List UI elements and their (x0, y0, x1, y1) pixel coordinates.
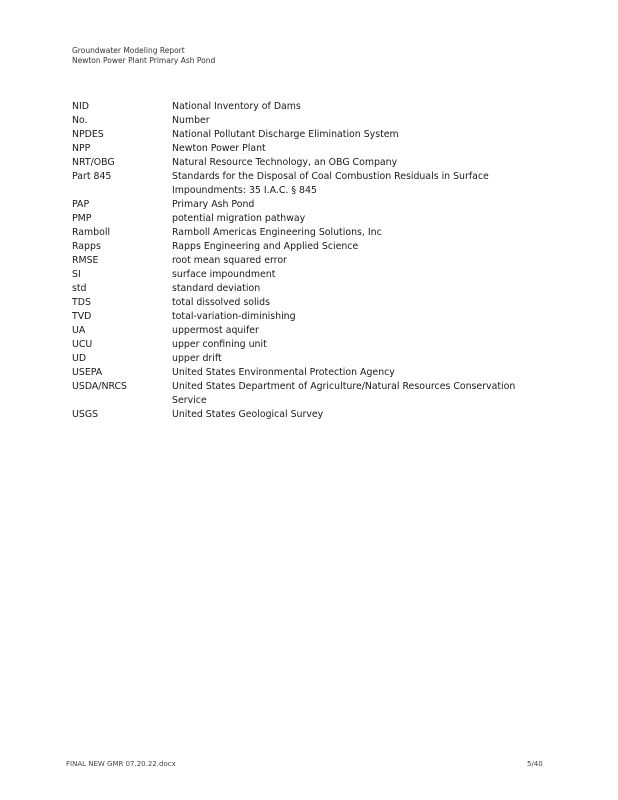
abbreviation-row (72, 338, 552, 352)
abbreviation-row (72, 296, 552, 310)
abbreviation-definition: Number (172, 115, 210, 126)
abbreviation-row (72, 156, 552, 170)
abbreviation-term: Part 845 (72, 171, 112, 182)
abbreviation-row (72, 240, 552, 254)
abbreviation-definition: total-variation-diminishing (172, 311, 296, 322)
abbreviation-term: Ramboll (72, 227, 111, 238)
abbreviation-row (72, 226, 552, 240)
abbreviation-term: UD (72, 353, 87, 364)
abbreviation-term: USEPA (72, 367, 103, 378)
abbreviation-row (72, 198, 552, 212)
abbreviation-definition: upper drift (172, 353, 222, 364)
abbreviation-row (72, 212, 552, 226)
page-header (72, 46, 215, 65)
abbreviation-definition: United States Department of Agriculture/Natural Resources Conservation Service (172, 381, 516, 406)
abbreviation-definition: root mean squared error (172, 255, 287, 266)
abbreviation-row (72, 324, 552, 338)
abbreviation-term: std (72, 283, 87, 294)
abbreviation-definition: Standards for the Disposal of Coal Combustion Residuals in Surface Impoundments: 35 I.A.C. § 845 (172, 171, 489, 196)
abbreviation-row (72, 352, 552, 366)
abbreviation-row (72, 254, 552, 268)
report-title: Groundwater Modeling Report (72, 46, 185, 55)
abbreviation-definition: standard deviation (172, 283, 261, 294)
abbreviation-term: USDA/NRCS (72, 381, 127, 392)
abbreviation-term: No. (72, 115, 88, 126)
abbreviation-row (72, 114, 552, 128)
abbreviation-definition: Natural Resource Technology, an OBG Company (172, 157, 398, 168)
abbreviation-term: TDS (72, 297, 91, 308)
footer-filename: FINAL NEW GMR 07.20.22.docx (66, 760, 176, 768)
abbreviation-term: SI (72, 269, 81, 280)
abbreviation-row (72, 282, 552, 296)
footer-page-number: 5/40 (527, 760, 543, 768)
abbreviation-term: NRT/OBG (72, 157, 115, 168)
abbreviation-term: NID (72, 101, 89, 112)
abbreviation-definition: uppermost aquifer (172, 325, 259, 336)
abbreviation-term: RMSE (72, 255, 99, 266)
abbreviation-definition: National Inventory of Dams (172, 101, 301, 112)
report-subtitle: Newton Power Plant Primary Ash Pond (72, 55, 216, 65)
abbreviation-row (72, 128, 552, 142)
abbreviation-row (72, 142, 552, 156)
abbreviation-definition: Rapps Engineering and Applied Science (172, 241, 359, 252)
abbreviation-row (72, 100, 552, 114)
abbreviation-term: TVD (72, 311, 92, 322)
abbreviation-definition: potential migration pathway (172, 213, 306, 224)
abbreviation-term: PMP (72, 213, 92, 224)
abbreviation-row (72, 408, 552, 422)
abbreviation-term: NPP (72, 143, 91, 154)
abbreviation-term: UA (72, 325, 86, 336)
abbreviation-definition: National Pollutant Discharge Elimination System (172, 129, 399, 140)
abbreviation-term: UCU (72, 339, 93, 350)
abbreviation-definition: surface impoundment (172, 269, 276, 280)
abbreviation-term: PAP (72, 199, 90, 210)
abbreviation-row (72, 170, 552, 198)
abbreviation-definition: United States Environmental Protection Agency (172, 367, 395, 378)
abbreviations-list (72, 100, 552, 422)
abbreviation-definition: Ramboll Americas Engineering Solutions, Inc (172, 227, 382, 238)
abbreviation-term: USGS (72, 409, 99, 420)
abbreviation-row (72, 366, 552, 380)
abbreviation-row (72, 380, 552, 408)
abbreviation-row (72, 310, 552, 324)
abbreviation-term: NPDES (72, 129, 104, 140)
abbreviation-definition: United States Geological Survey (172, 409, 324, 420)
abbreviation-row (72, 268, 552, 282)
abbreviation-term: Rapps (72, 241, 101, 252)
abbreviation-definition: upper confining unit (172, 339, 267, 350)
abbreviation-definition: Newton Power Plant (172, 143, 266, 154)
abbreviation-definition: total dissolved solids (172, 297, 270, 308)
abbreviation-definition: Primary Ash Pond (172, 199, 255, 210)
